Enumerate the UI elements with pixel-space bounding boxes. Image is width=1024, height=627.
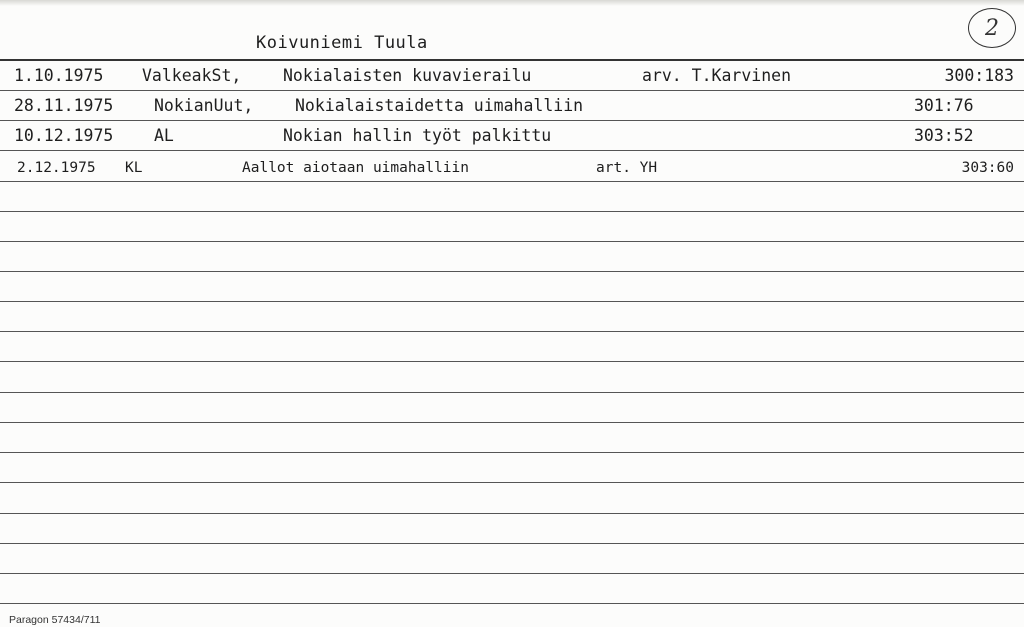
entry-date: 2.12.1975 [17, 160, 96, 176]
entry-ref: 303:60 [961, 160, 1014, 176]
ruled-line [0, 603, 1024, 604]
ruled-line [0, 211, 1024, 212]
card-title: Koivuniemi Tuula [256, 33, 428, 53]
ruled-line [0, 513, 1024, 514]
ruled-line [0, 301, 1024, 302]
entry-date: 28.11.1975 [14, 96, 114, 115]
ruled-line [0, 452, 1024, 453]
ruled-line [0, 331, 1024, 332]
ruled-line [0, 392, 1024, 393]
entry-ref: 303:52 [914, 126, 974, 145]
entry-author: arv. T.Karvinen [642, 66, 792, 85]
entry-source: ValkeakSt, [142, 66, 242, 85]
entry-row [0, 91, 1024, 121]
entry-ref: 300:183 [944, 66, 1014, 85]
ruled-line [0, 361, 1024, 362]
entry-row [0, 152, 1024, 182]
entry-subject: Nokian hallin työt palkittu [283, 126, 552, 145]
ruled-line [0, 573, 1024, 574]
entry-row [0, 121, 1024, 151]
top-edge-shadow [0, 0, 1024, 6]
entry-author: art. YH [596, 160, 658, 176]
entry-date: 1.10.1975 [14, 66, 104, 85]
entry-source: AL [154, 126, 174, 145]
printer-mark: Paragon 57434/711 [9, 614, 101, 626]
entry-row [0, 61, 1024, 91]
entry-subject: Nokialaisten kuvavierailu [283, 66, 532, 85]
entry-source: NokianUut, [154, 96, 254, 115]
card-number-circle: 2 [968, 8, 1016, 48]
ruled-line [0, 271, 1024, 272]
entry-subject: Nokialaistaidetta uimahalliin [295, 96, 584, 115]
entry-subject: Aallot aiotaan uimahalliin [242, 160, 469, 176]
entry-date: 10.12.1975 [14, 126, 114, 145]
entry-ref: 301:76 [914, 96, 974, 115]
ruled-line [0, 482, 1024, 483]
ruled-line [0, 422, 1024, 423]
ruled-line [0, 241, 1024, 242]
ruled-line [0, 543, 1024, 544]
entry-source: KL [125, 160, 143, 176]
